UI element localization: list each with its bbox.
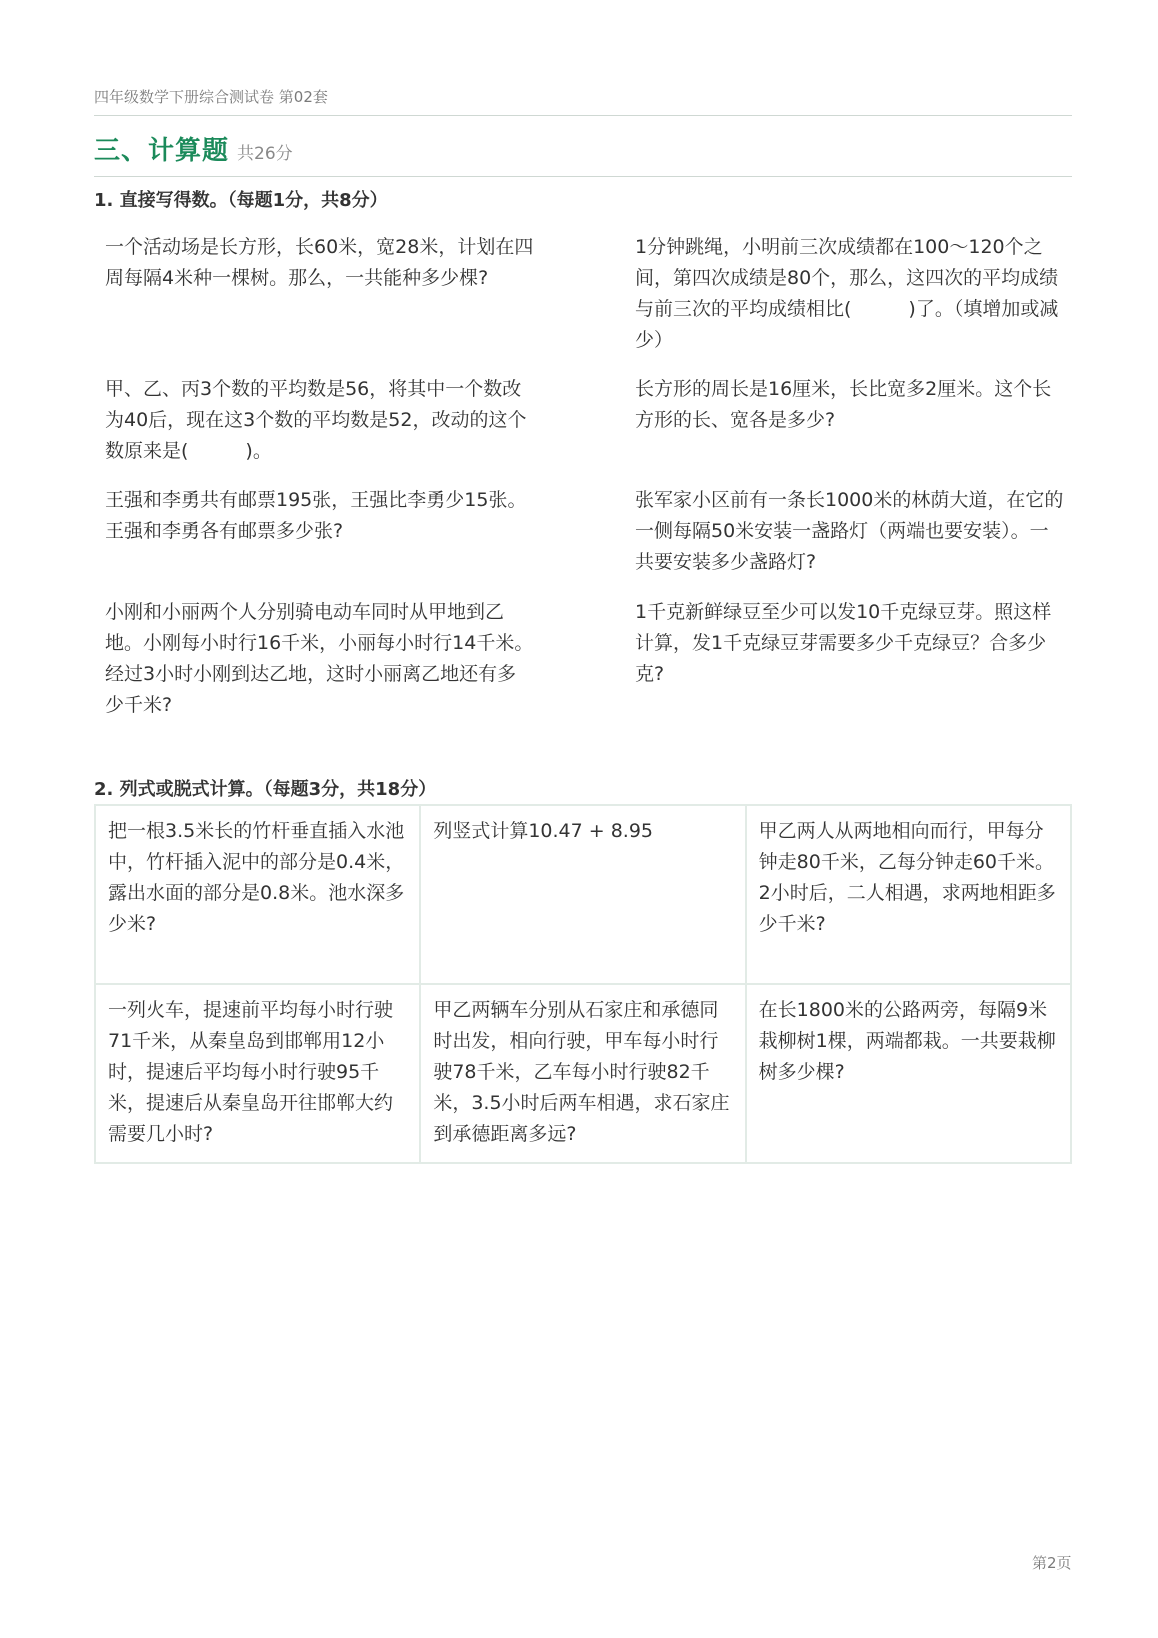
- question-item: 1千克新鲜绿豆至少可以发10千克绿豆芽。照这样计算，发1千克绿豆芽需要多少千克绿豆？合多少克?: [635, 601, 1052, 685]
- section-heading: [94, 130, 293, 167]
- question-item: 一个活动场是长方形，长60米，宽28米，计划在四周每隔4米种一棵树。那么，一共能种多少棵?: [105, 236, 534, 289]
- page-header-title: 四年级数学下册综合测试卷 第02套: [94, 88, 328, 106]
- part2-heading: 2. 列式或脱式计算。（每题3分，共18分）: [94, 779, 437, 800]
- table-cell: 甲乙两人从两地相向而行，甲每分钟走80千米，乙每分钟走60千米。2小时后，二人相遇，求两地相距多少千米?: [746, 805, 1071, 984]
- section-title: 三、计算题: [94, 136, 230, 166]
- question-item: 小刚和小丽两个人分别骑电动车同时从甲地到乙地。小刚每小时行16千米，小丽每小时行14千米。经过3小时小刚到达乙地，这时小丽离乙地还有多少千米?: [105, 601, 534, 716]
- table-row: [95, 984, 1071, 1163]
- header-divider: [94, 115, 1072, 116]
- question-item: 甲、乙、丙3个数的平均数是56，将其中一个数改为40后，现在这3个数的平均数是52，改动的这个数原来是( )。: [105, 378, 527, 462]
- section-divider: [94, 176, 1072, 177]
- table-row: [95, 805, 1071, 984]
- question-item: 长方形的周长是16厘米，长比宽多2厘米。这个长方形的长、宽各是多少?: [635, 378, 1052, 431]
- section-score: 共26分: [237, 144, 293, 164]
- page-number: 第2页: [1032, 1554, 1072, 1572]
- table-cell: 在长1800米的公路两旁，每隔9米栽柳树1棵，两端都栽。一共要栽柳树多少棵?: [746, 984, 1071, 1163]
- part1-heading: 1. 直接写得数。（每题1分，共8分）: [94, 190, 388, 211]
- question-item: 王强和李勇共有邮票195张，王强比李勇少15张。王强和李勇各有邮票多少张?: [105, 489, 527, 542]
- question-item: 张军家小区前有一条长1000米的林荫大道，在它的一侧每隔50米安装一盏路灯（两端也要安装）。一共要安装多少盏路灯?: [635, 489, 1064, 573]
- table-cell: 列竖式计算10.47 + 8.95: [420, 805, 745, 984]
- table-cell: 把一根3.5米长的竹杆垂直插入水池中，竹杆插入泥中的部分是0.4米，露出水面的部分是0.8米。池水深多少米?: [95, 805, 420, 984]
- calculation-table: [94, 804, 1072, 1164]
- question-item: 1分钟跳绳，小明前三次成绩都在100～120个之间，第四次成绩是80个，那么，这四次的平均成绩与前三次的平均成绩相比( )了。（填增加或减少）: [635, 236, 1059, 351]
- table-cell: 一列火车，提速前平均每小时行驶71千米，从秦皇岛到邯郸用12小时，提速后平均每小时行驶95千米，提速后从秦皇岛开往邯郸大约需要几小时?: [95, 984, 420, 1163]
- table-cell: 甲乙两辆车分别从石家庄和承德同时出发，相向行驶，甲车每小时行驶78千米，乙车每小时行驶82千米，3.5小时后两车相遇，求石家庄到承德距离多远?: [420, 984, 745, 1163]
